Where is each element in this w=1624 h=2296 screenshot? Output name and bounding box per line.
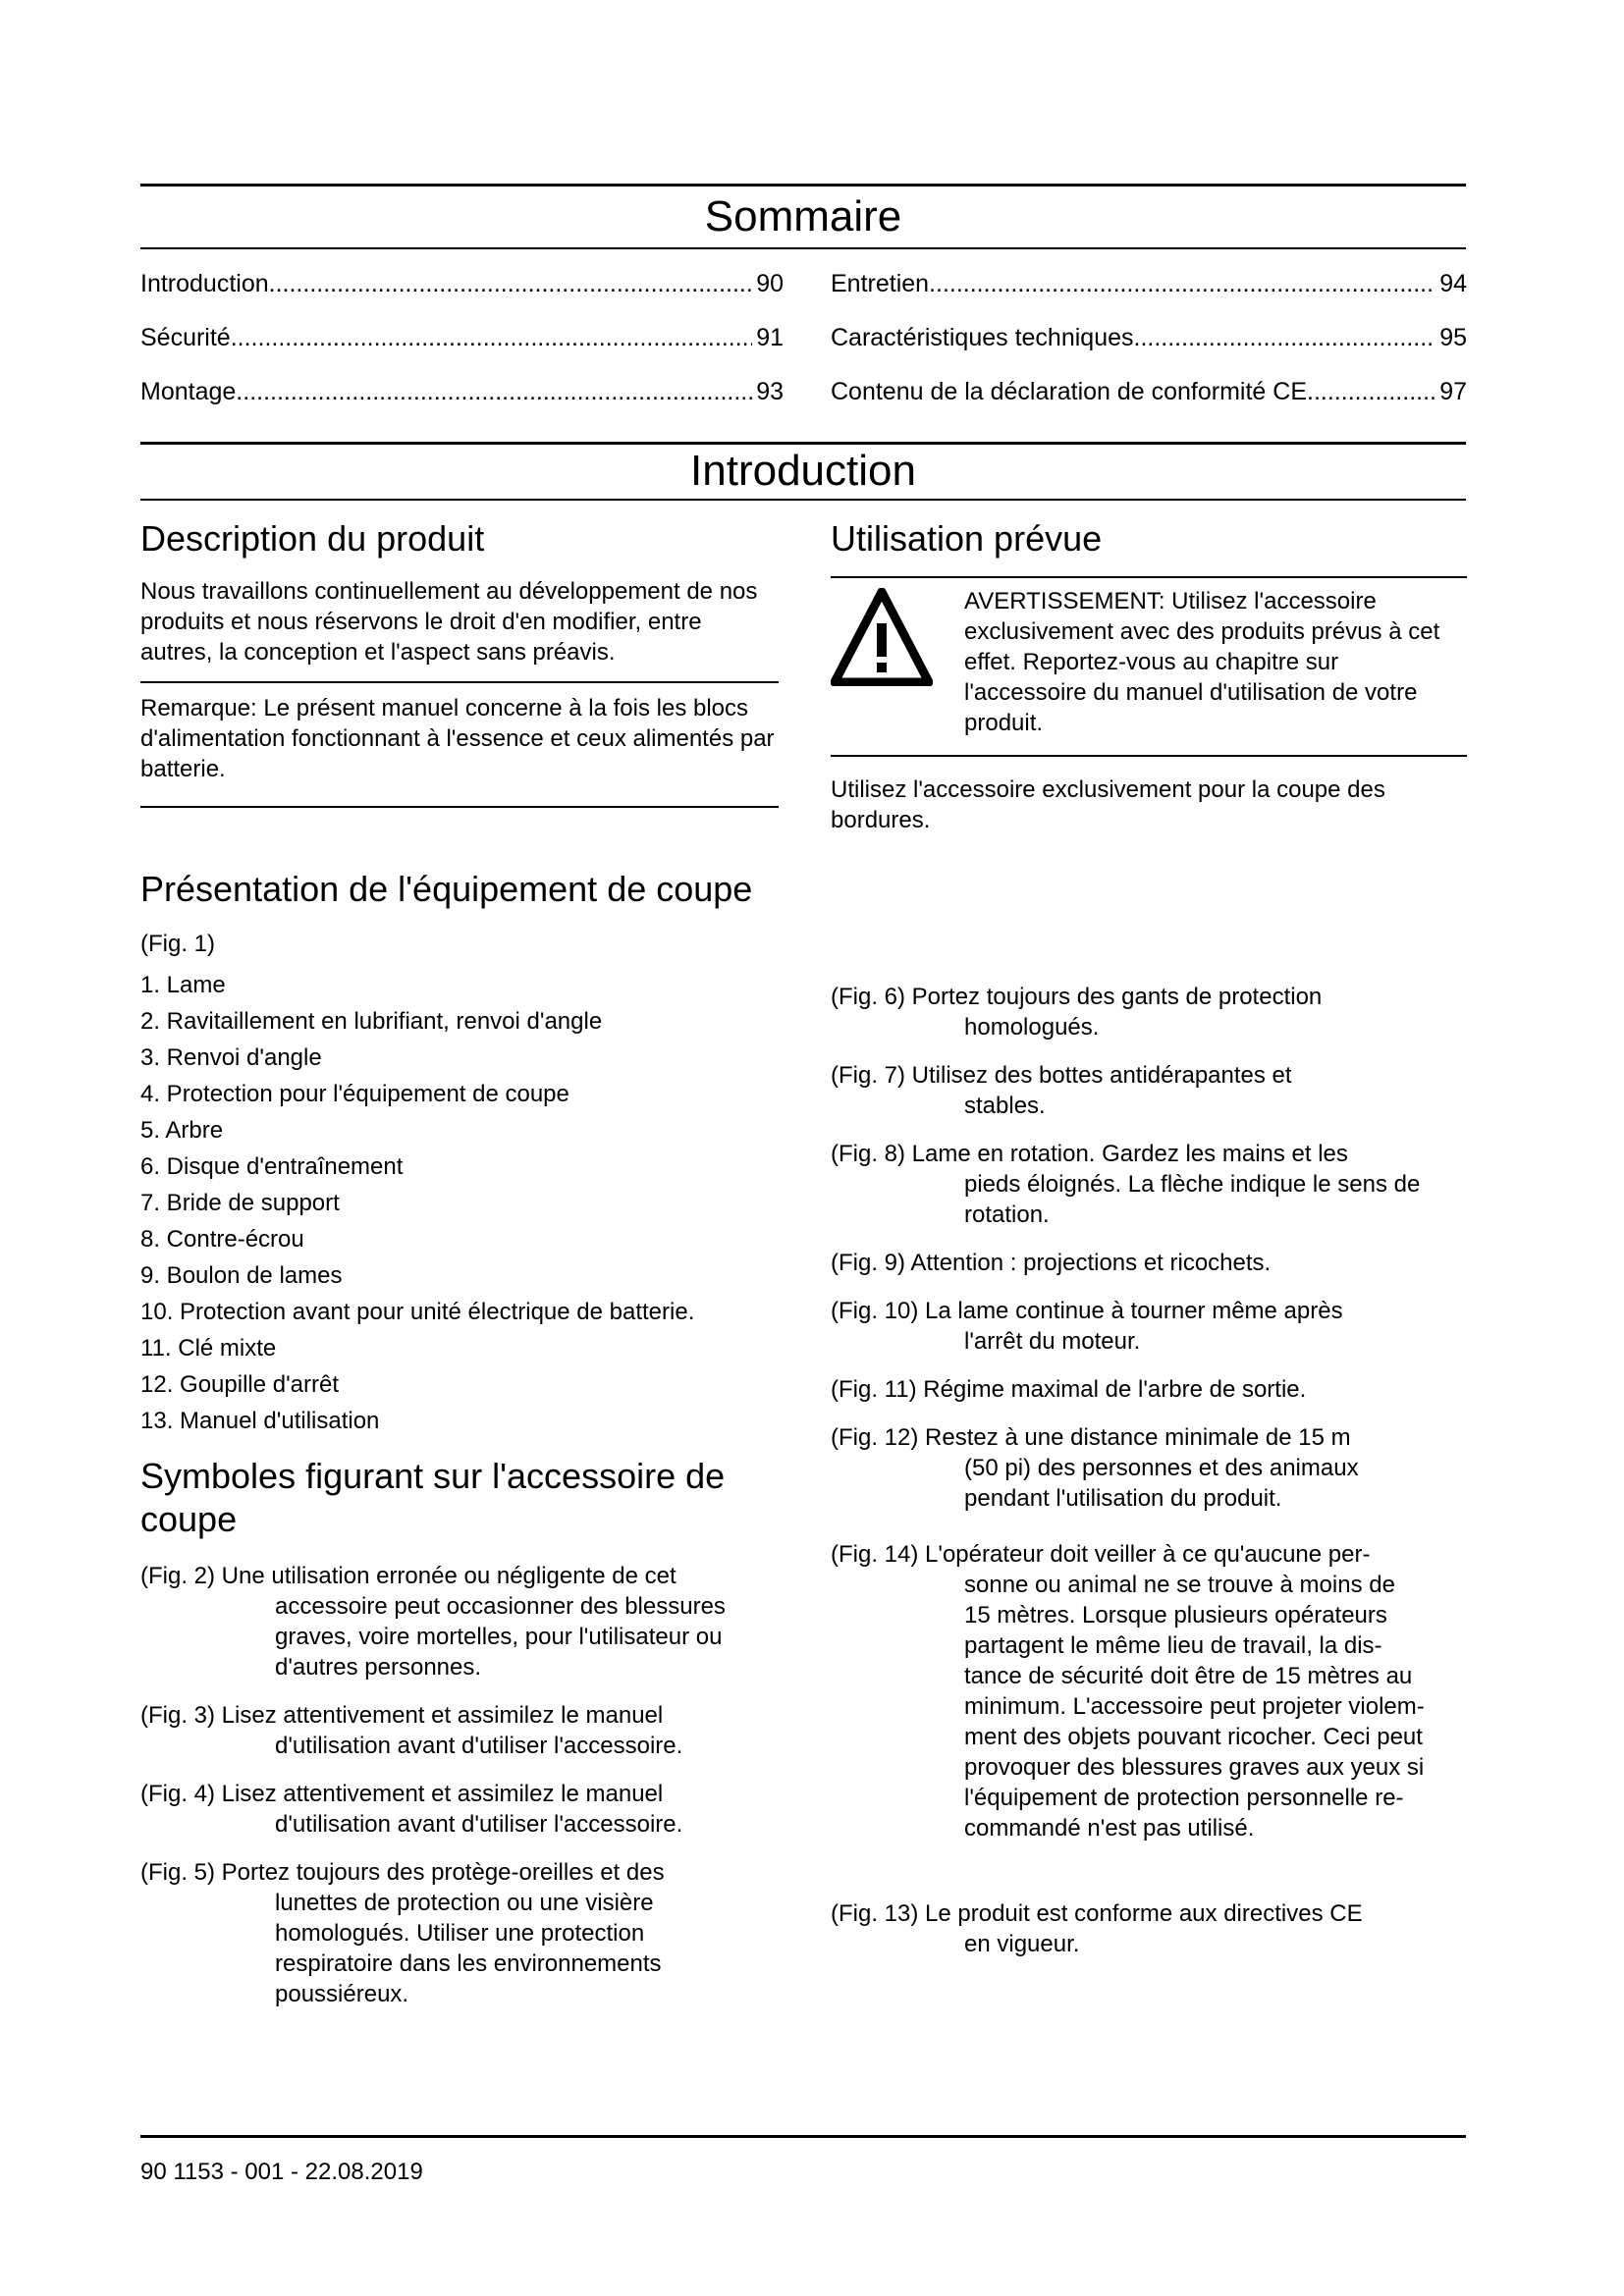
toc-entry-introduction[interactable] bbox=[140, 269, 784, 298]
fig-cont-line: sonne ou animal ne se trouve à moins de bbox=[964, 1572, 1395, 1598]
footer-text: 90 1153 - 001 - 22.08.2019 bbox=[140, 2159, 423, 2185]
note-label: Remarque: bbox=[140, 695, 257, 721]
list-item: 5. Arbre bbox=[140, 1117, 224, 1144]
intro-title-rule bbox=[140, 499, 1466, 501]
fig-8-caption bbox=[831, 1139, 1467, 1230]
list-item: 13. Manuel d'utilisation bbox=[140, 1408, 380, 1434]
fig-cont-line: commandé n'est pas utilisé. bbox=[964, 1815, 1255, 1842]
symbols-right-list bbox=[831, 982, 1467, 1959]
fig-first-line: (Fig. 5) Portez toujours des protège-oreilles et des bbox=[140, 1859, 665, 1886]
toc-leader bbox=[236, 377, 752, 406]
description-note bbox=[140, 693, 779, 784]
symbols-section bbox=[140, 1455, 788, 2009]
fig-6-caption bbox=[831, 982, 1467, 1042]
description-separator bbox=[140, 681, 779, 683]
fig-9-caption bbox=[831, 1248, 1467, 1278]
description-heading: Description du produit bbox=[140, 518, 485, 559]
list-item: 6. Disque d'entraînement bbox=[140, 1153, 404, 1180]
toc-leader bbox=[231, 323, 752, 352]
warning-text bbox=[964, 586, 1467, 738]
fig-4-caption bbox=[140, 1779, 788, 1840]
warning-triangle-icon bbox=[831, 588, 933, 686]
description-text: Nous travaillons continuellement au développement de nos produits et nous réservons le droit d'en modifier, entre autres, la conception et l'aspect sans préavis. bbox=[140, 578, 758, 666]
note-text: Le présent manuel concerne à la fois les blocs d'alimentation fonctionnant à l'essence et ceux alimentés par batterie. bbox=[140, 695, 775, 782]
fig-5-caption bbox=[140, 1857, 788, 2009]
fig-14-caption bbox=[831, 1539, 1467, 1843]
list-item: 4. Protection pour l'équipement de coupe bbox=[140, 1081, 569, 1107]
list-item: 7. Bride de support bbox=[140, 1190, 340, 1216]
toc-entry-montage[interactable] bbox=[140, 377, 784, 406]
toc-entry-label: Contenu de la déclaration de conformité CE bbox=[831, 378, 1308, 405]
warning-body: Utilisez l'accessoire exclusivement avec des produits prévus à cet effet. Reportez-vous au chapitre sur l'accessoire du manuel d'utilisation de votre produit. bbox=[964, 588, 1440, 736]
list-item: 10. Protection avant pour unité électrique de batterie. bbox=[140, 1299, 695, 1325]
fig-first-line: (Fig. 8) Lame en rotation. Gardez les mains et les bbox=[831, 1141, 1348, 1167]
parts-list bbox=[140, 967, 779, 1439]
fig-cont-line: d'utilisation avant d'utiliser l'accessoire. bbox=[275, 1733, 683, 1759]
warning-label: AVERTISSEMENT: bbox=[964, 588, 1165, 614]
fig-first-line: (Fig. 4) Lisez attentivement et assimilez le manuel bbox=[140, 1781, 664, 1807]
fig-cont-line: homologués. bbox=[964, 1014, 1100, 1041]
list-item: 9. Boulon de lames bbox=[140, 1262, 343, 1289]
fig-cont-line: poussiéreux. bbox=[275, 1981, 409, 2007]
fig-2-caption bbox=[140, 1561, 788, 1682]
fig-cont-line: homologués. Utiliser une protection bbox=[275, 1920, 645, 1947]
usage-text: Utilisez l'accessoire exclusivement pour la coupe des bordures. bbox=[831, 776, 1385, 833]
toc-leader bbox=[1307, 377, 1435, 406]
description-section bbox=[140, 517, 779, 808]
fig-cont-line: d'autres personnes. bbox=[275, 1654, 482, 1681]
list-item: 8. Contre-écrou bbox=[140, 1226, 304, 1253]
fig-13-caption bbox=[831, 1898, 1467, 1959]
toc-leader bbox=[929, 269, 1435, 298]
symbols-heading: Symboles figurant sur l'accessoire de coupe bbox=[140, 1456, 726, 1539]
toc-entry-page: 97 bbox=[1439, 378, 1467, 405]
toc-entry-label: Entretien bbox=[831, 270, 930, 297]
toc-entry-page: 95 bbox=[1439, 324, 1467, 351]
fig-cont-line: l'équipement de protection personnelle re- bbox=[964, 1785, 1404, 1811]
fig-cont-line: pieds éloignés. La flèche indique le sens de bbox=[964, 1171, 1421, 1198]
fig-first-line: (Fig. 13) Le produit est conforme aux directives CE bbox=[831, 1900, 1363, 1927]
usage-heading: Utilisation prévue bbox=[831, 518, 1103, 559]
toc-entry-label: Sécurité bbox=[140, 324, 231, 351]
list-item: 11. Clé mixte bbox=[140, 1335, 277, 1362]
list-item: 1. Lame bbox=[140, 972, 226, 998]
fig-first-line: (Fig. 7) Utilisez des bottes antidérapantes et bbox=[831, 1062, 1292, 1089]
fig-cont-line: 15 mètres. Lorsque plusieurs opérateurs bbox=[964, 1602, 1387, 1629]
toc-entry-page: 91 bbox=[756, 324, 784, 351]
fig-cont-line: minimum. L'accessoire peut projeter violem- bbox=[964, 1693, 1425, 1720]
fig-first-line: (Fig. 2) Une utilisation erronée ou négligente de cet bbox=[140, 1563, 677, 1589]
fig-first-line: (Fig. 3) Lisez attentivement et assimilez le manuel bbox=[140, 1702, 664, 1729]
fig-cont-line: provoquer des blessures graves aux yeux si bbox=[964, 1754, 1425, 1781]
fig-cont-line: partagent le même lieu de travail, la dis- bbox=[964, 1632, 1382, 1659]
toc-entry-page: 94 bbox=[1439, 270, 1467, 297]
toc-title-rule bbox=[140, 247, 1466, 249]
fig-cont-line: tance de sécurité doit être de 15 mètres au bbox=[964, 1663, 1413, 1689]
fig-cont-line: (50 pi) des personnes et des animaux bbox=[964, 1455, 1359, 1481]
list-item: 12. Goupille d'arrêt bbox=[140, 1371, 340, 1398]
fig-cont-line: pendant l'utilisation du produit. bbox=[964, 1485, 1282, 1512]
toc-leader bbox=[1134, 323, 1436, 352]
toc-entry-securite[interactable] bbox=[140, 323, 784, 352]
fig-10-caption bbox=[831, 1296, 1467, 1357]
fig-first-line: (Fig. 10) La lame continue à tourner même après bbox=[831, 1298, 1343, 1324]
toc-entry-caracteristiques[interactable] bbox=[831, 323, 1467, 352]
toc-entry-label: Montage bbox=[140, 378, 237, 405]
intro-title: Introduction bbox=[690, 447, 916, 495]
fig-cont-line: lunettes de protection ou une visière bbox=[275, 1890, 654, 1916]
toc-entry-label: Introduction bbox=[140, 270, 269, 297]
footer-rule bbox=[140, 2135, 1466, 2138]
fig-cont-line: en vigueur. bbox=[964, 1931, 1080, 1957]
warning-box bbox=[831, 578, 1467, 743]
presentation-fig-ref: (Fig. 1) bbox=[140, 931, 216, 957]
fig-cont-line: respiratoire dans les environnements bbox=[275, 1950, 662, 1977]
fig-cont-line: ment des objets pouvant ricocher. Ceci peut bbox=[964, 1724, 1423, 1750]
toc-entry-declaration[interactable] bbox=[831, 377, 1467, 406]
toc-leader bbox=[269, 269, 753, 298]
toc-entry-page: 93 bbox=[756, 378, 784, 405]
fig-first-line: (Fig. 12) Restez à une distance minimale de 15 m bbox=[831, 1424, 1351, 1451]
fig-first-line: (Fig. 9) Attention : projections et ricochets. bbox=[831, 1250, 1272, 1276]
fig-first-line: (Fig. 14) L'opérateur doit veiller à ce qu'aucune per- bbox=[831, 1541, 1371, 1568]
list-item: 3. Renvoi d'angle bbox=[140, 1044, 322, 1071]
note-separator bbox=[140, 806, 779, 808]
presentation-heading: Présentation de l'équipement de coupe bbox=[140, 869, 753, 909]
fig-first-line: (Fig. 11) Régime maximal de l'arbre de sortie. bbox=[831, 1376, 1307, 1403]
fig-7-caption bbox=[831, 1060, 1467, 1121]
fig-cont-line: accessoire peut occasionner des blessures bbox=[275, 1593, 726, 1620]
top-rule bbox=[140, 184, 1466, 187]
list-item: 2. Ravitaillement en lubrifiant, renvoi d'angle bbox=[140, 1008, 603, 1035]
toc-entry-entretien[interactable] bbox=[831, 269, 1467, 298]
fig-11-caption bbox=[831, 1374, 1467, 1405]
warning-separator bbox=[831, 755, 1467, 757]
presentation-section bbox=[140, 868, 779, 1439]
toc-entry-page: 90 bbox=[756, 270, 784, 297]
toc-title: Sommaire bbox=[704, 192, 902, 240]
toc-entry-label: Caractéristiques techniques bbox=[831, 324, 1134, 351]
fig-cont-line: stables. bbox=[964, 1093, 1046, 1119]
fig-cont-line: graves, voire mortelles, pour l'utilisateur ou bbox=[275, 1624, 723, 1650]
fig-cont-line: rotation. bbox=[964, 1201, 1050, 1228]
symbols-left-list bbox=[140, 1561, 788, 2009]
fig-cont-line: d'utilisation avant d'utiliser l'accessoire. bbox=[275, 1811, 683, 1838]
fig-3-caption bbox=[140, 1700, 788, 1761]
usage-section bbox=[831, 517, 1467, 835]
fig-cont-line: l'arrêt du moteur. bbox=[964, 1328, 1141, 1355]
fig-first-line: (Fig. 6) Portez toujours des gants de protection bbox=[831, 984, 1323, 1010]
fig-12-caption bbox=[831, 1422, 1467, 1514]
